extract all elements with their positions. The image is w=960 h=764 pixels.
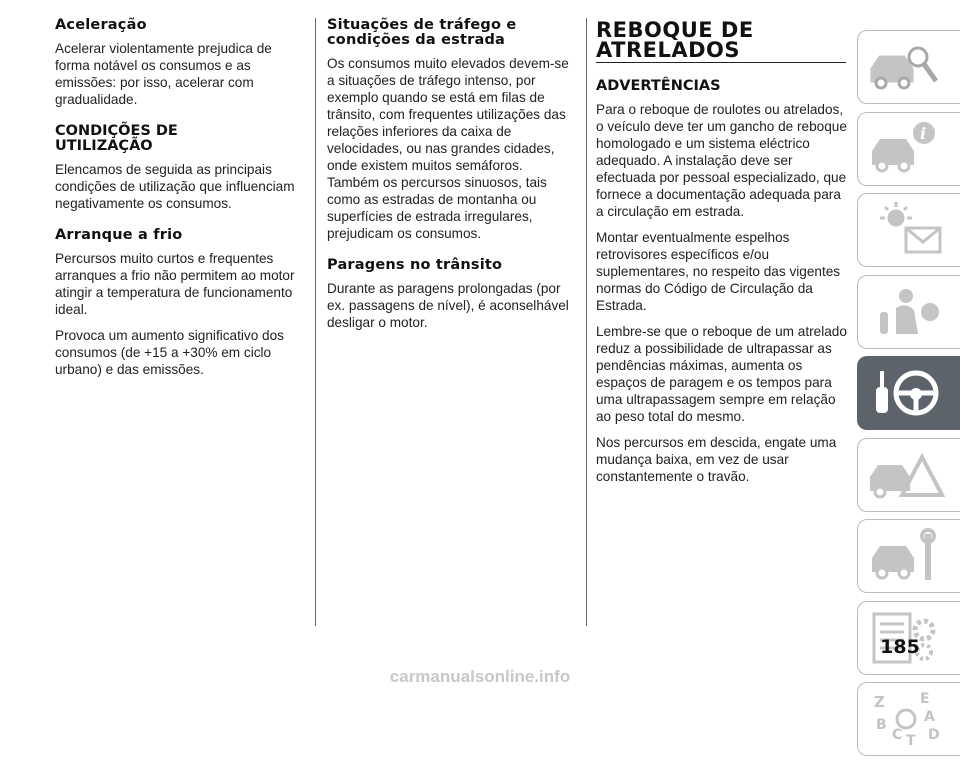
- airbag-passenger-icon: [866, 282, 946, 342]
- index-letter-e: E: [920, 691, 930, 707]
- watermark: carmanualsonline.info: [389, 667, 571, 686]
- paragraph-condicoes: Elencamos de seguida as principais condições de utilização que influenciam negativamente os consumos.: [55, 162, 295, 211]
- chapter-tab-knowing-car[interactable]: [857, 30, 960, 104]
- alphabetical-index-icon: [866, 689, 946, 749]
- heading-paragens-transito: Paragens no trânsito: [327, 257, 503, 273]
- chapter-tab-index[interactable]: [857, 682, 960, 756]
- car-breakdown-warning-icon: [866, 445, 946, 505]
- heading-aceleracao: Aceleração: [55, 17, 147, 33]
- chapter-tab-warning-lights[interactable]: [857, 193, 960, 267]
- svg-text:i: i: [920, 123, 927, 143]
- heading-situacoes-trafego: Situações de tráfego e condições da estrada: [327, 17, 517, 48]
- paragraph-reboque-2: Montar eventualmente espelhos retrovisores específicos e/ou suplementares, no respeito das vigentes normas do Código de Circulação da Estrada.: [596, 230, 841, 313]
- paragraph-reboque-1: Para o reboque de roulotes ou atrelados, o veículo deve ter um gancho de reboque homologado e um sistema eléctrico adequado. A instalação deve ser efectuada por pessoal especializado, que fornece a documentação adequada para a circulação em estrada.: [596, 102, 847, 219]
- column-left: [55, 18, 303, 387]
- index-letter-t: T: [906, 733, 916, 749]
- column-right: [596, 18, 848, 494]
- index-letter-d: D: [928, 727, 940, 743]
- warning-light-message-icon: [866, 200, 946, 260]
- car-search-icon: [866, 37, 946, 97]
- paragraph-situacoes-trafego: Os consumos muito elevados devem-se a situações de tráfego intenso, por exemplo quando se está em filas de trânsito, com frequentes utilizações das relações inferiores da caixa de velocidades, ou nas grandes cidades, onde existem muitos semáforos. Também os percursos sinuosos, tais como as estradas de montanha ou superfícies de estrada irregulares, prejudicam os consumos.: [327, 56, 569, 241]
- heading-arranque-frio: Arranque a frio: [55, 227, 183, 243]
- car-maintenance-icon: [866, 526, 946, 586]
- paragraph-paragens-transito: Durante as paragens prolongadas (por ex. passagens de nível), é aconselhável desligar o motor.: [327, 281, 569, 330]
- car-info-icon: [866, 119, 946, 179]
- paragraph-reboque-4: Nos percursos em descida, engate uma mudança baixa, em vez de usar constantemente o travão.: [596, 435, 837, 484]
- chapter-tab-driving-active[interactable]: [857, 356, 960, 430]
- chapter-tab-starting-driving[interactable]: [857, 275, 960, 349]
- paragraph-arranque-frio: Percursos muito curtos e frequentes arranques a frio não permitem ao motor atingir a temperatura de funcionamento ideal.: [55, 251, 295, 317]
- heading-advertencias: ADVERTÊNCIAS: [596, 78, 721, 94]
- key-steering-wheel-icon: [866, 363, 946, 423]
- paragraph-reboque-3: Lembre-se que o reboque de um atrelado reduz a possibilidade de ultrapassar as pendências máximas, aumenta os espaços de paragem e os tempos para uma ultrapassagem sempre em relação ao peso total do mesmo.: [596, 324, 847, 424]
- index-letter-c: C: [892, 727, 903, 743]
- column-middle: [327, 18, 575, 340]
- column-divider: [315, 18, 316, 626]
- chapter-tab-maintenance[interactable]: [857, 519, 960, 593]
- index-letter-z: Z: [874, 693, 885, 711]
- section-title-reboque: REBOQUE DE ATRELADOS: [596, 20, 846, 63]
- page-number: 185: [880, 636, 920, 658]
- chapter-tab-emergency[interactable]: [857, 438, 960, 512]
- column-divider: [586, 18, 587, 626]
- index-letter-b: B: [876, 717, 887, 733]
- heading-condicoes-utilizacao: CONDIÇÕES DE UTILIZAÇÃO: [55, 123, 178, 154]
- index-letter-a: A: [924, 709, 935, 725]
- chapter-tab-safety[interactable]: [857, 112, 960, 186]
- paragraph-aumento-consumos: Provoca um aumento significativo dos consumos (de +15 a +30% em ciclo urbano) e das emissões.: [55, 328, 284, 377]
- paragraph-aceleracao: Acelerar violentamente prejudica de forma notável os consumos e as emissões: por isso, acelerar com gradualidade.: [55, 41, 272, 107]
